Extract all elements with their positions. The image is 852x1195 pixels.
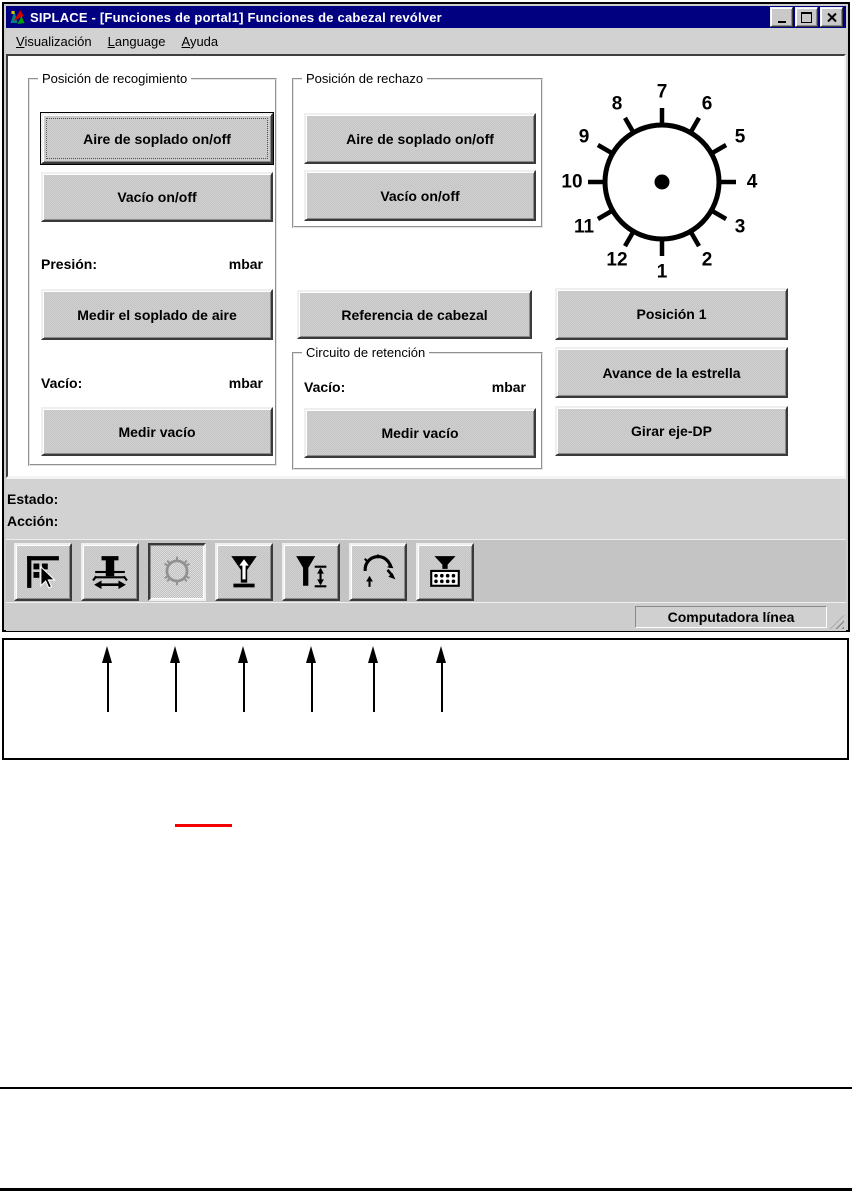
pickup-vacuum-unit: mbar — [228, 375, 263, 391]
annotation-arrow — [238, 646, 249, 712]
pickup-measure-vacuum-button[interactable]: Medir vacío — [41, 407, 273, 456]
retention-vacuum-unit: mbar — [491, 379, 526, 395]
title-bar[interactable] — [6, 6, 846, 28]
revolver-position-dial — [550, 70, 790, 284]
star-advance-icon — [360, 554, 396, 590]
toolbar-gantry-axis-button[interactable] — [81, 543, 139, 601]
pickup-group-title: Posición de recogimiento — [38, 71, 191, 86]
horizontal-rule — [0, 1087, 852, 1089]
accion-label: Acción: — [7, 513, 59, 529]
pressure-unit: mbar — [228, 256, 263, 272]
toolbar-feeder-button[interactable] — [416, 543, 474, 601]
toolbar-star-advance-button[interactable] — [349, 543, 407, 601]
dial-number: 10 — [561, 171, 583, 193]
retention-group-title: Circuito de retención — [302, 345, 429, 360]
maximize-button[interactable] — [795, 7, 818, 27]
reject-position-group — [292, 71, 543, 228]
reject-blow-air-button[interactable]: Aire de soplado on/off — [304, 113, 536, 164]
dial-number: 1 — [656, 261, 668, 283]
app-icon — [9, 9, 26, 25]
reject-group-title: Posición de rechazo — [302, 71, 427, 86]
toolbar-nozzle-height-button[interactable] — [282, 543, 340, 601]
dial-number: 9 — [578, 126, 590, 148]
annotation-box — [2, 638, 849, 760]
measure-blow-air-button[interactable]: Medir el soplado de aire — [41, 289, 273, 340]
annotation-arrow — [368, 646, 379, 712]
minimize-button[interactable] — [770, 7, 793, 27]
pickup-position-group — [28, 71, 277, 466]
retention-vacuum-label: Vacío: — [304, 379, 346, 395]
resize-grip[interactable] — [830, 615, 844, 629]
close-icon — [827, 13, 837, 22]
red-underline-mark — [175, 824, 232, 827]
close-button[interactable] — [820, 7, 843, 27]
maximize-icon — [801, 12, 812, 23]
dial-number: 2 — [701, 249, 713, 271]
rotate-dp-axis-button[interactable]: Girar eje-DP — [555, 406, 788, 456]
window-title: SIPLACE - [Funciones de portal1] Funciones de cabezal revólver — [30, 9, 442, 25]
dial-number: 6 — [701, 93, 713, 115]
client-area — [6, 54, 846, 478]
annotation-arrow — [436, 646, 447, 712]
pickup-vacuum-label: Vacío: — [41, 375, 83, 391]
dial-number: 3 — [734, 216, 746, 238]
position-1-button[interactable]: Posición 1 — [555, 288, 788, 340]
pickup-vacuum-button[interactable]: Vacío on/off — [41, 172, 273, 222]
nozzle-pickup-icon — [226, 554, 262, 590]
nozzle-height-icon — [293, 554, 329, 590]
estado-label: Estado: — [7, 491, 59, 507]
dial-number: 7 — [656, 81, 668, 103]
toolbar-revolver-head-button[interactable] — [148, 543, 206, 601]
retention-measure-vacuum-button[interactable]: Medir vacío — [304, 408, 536, 458]
dial-number: 8 — [611, 93, 623, 115]
gantry-axis-icon — [92, 554, 128, 590]
pressure-label: Presión: — [41, 256, 98, 272]
app-window — [2, 2, 850, 632]
state-panel — [6, 478, 846, 539]
feeder-icon — [427, 554, 463, 590]
retention-circuit-group — [292, 345, 543, 470]
portal-functions-icon — [25, 554, 61, 590]
head-reference-button[interactable]: Referencia de cabezal — [297, 290, 532, 339]
pickup-blow-air-button[interactable]: Aire de soplado on/off — [41, 113, 273, 164]
toolbar — [6, 539, 846, 602]
dial-number: 4 — [746, 171, 758, 193]
dial-number: 5 — [734, 126, 746, 148]
annotation-arrow — [306, 646, 317, 712]
dial-number: 11 — [573, 216, 595, 238]
toolbar-portal-functions-button[interactable] — [14, 543, 72, 601]
reject-vacuum-button[interactable]: Vacío on/off — [304, 170, 536, 221]
annotation-arrow — [102, 646, 113, 712]
menu-language[interactable]: Language — [107, 33, 166, 49]
status-bar — [6, 602, 846, 631]
menu-ayuda[interactable]: Ayuda — [181, 33, 219, 49]
computer-status-field: Computadora línea — [635, 606, 827, 628]
menu-visualizacion[interactable]: Visualización — [16, 33, 92, 49]
minimize-icon — [778, 21, 786, 23]
dial-number: 12 — [606, 249, 628, 271]
horizontal-rule — [0, 1188, 852, 1191]
annotation-arrow — [170, 646, 181, 712]
menu-bar — [6, 28, 846, 54]
toolbar-nozzle-pickup-button[interactable] — [215, 543, 273, 601]
star-advance-button[interactable]: Avance de la estrella — [555, 347, 788, 398]
revolver-head-icon — [159, 554, 195, 590]
